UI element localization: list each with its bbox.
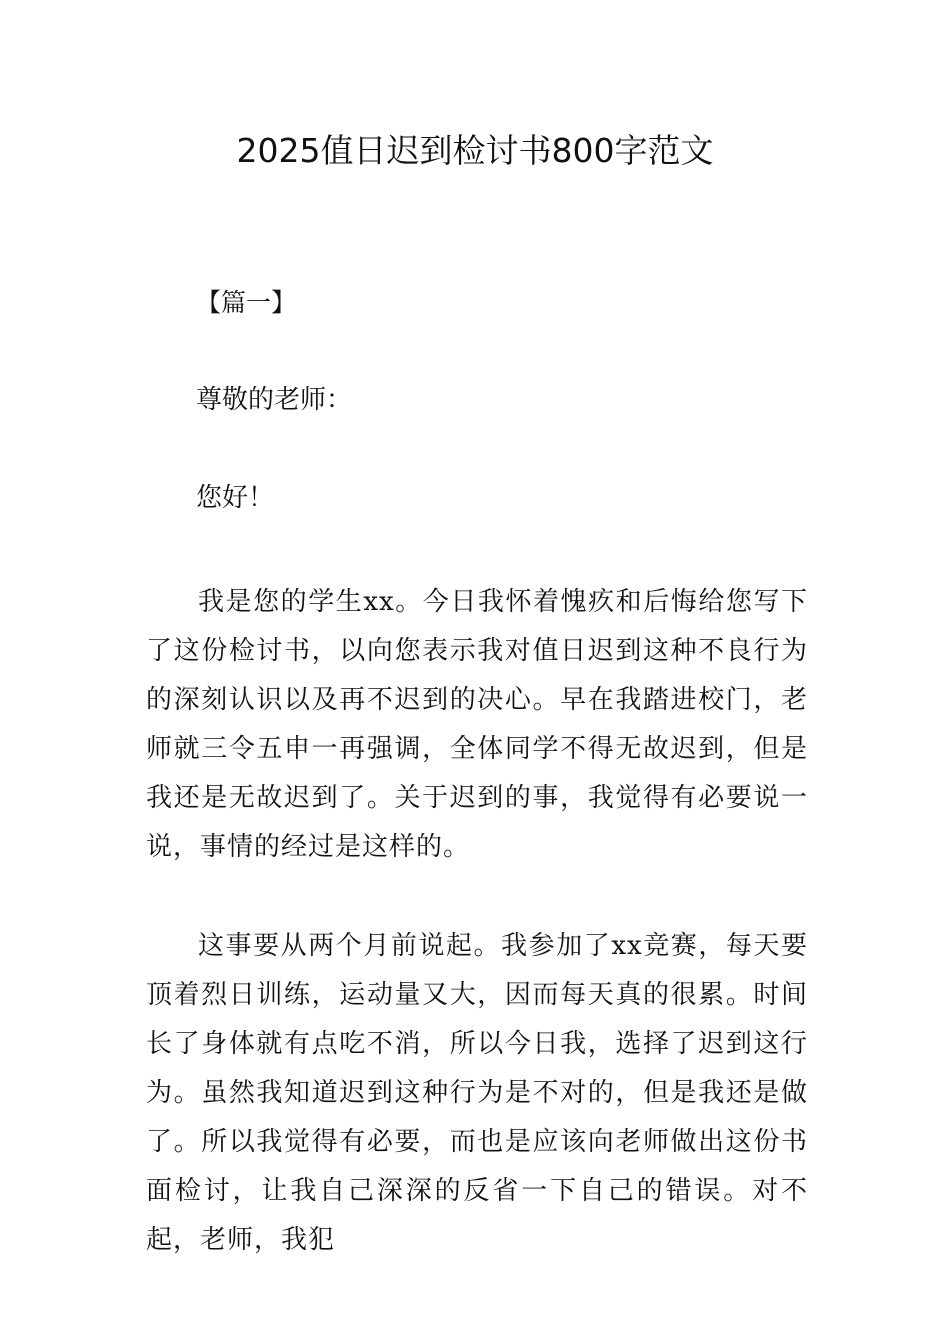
document-title: 2025值日迟到检讨书800字范文 xyxy=(236,131,714,170)
section-heading: 【篇一】 xyxy=(196,288,297,317)
greeting: 您好！ xyxy=(196,483,275,513)
body-paragraph: 我是您的学生xx。今日我怀着愧疚和后悔给您写下了这份检讨书，以向您表示我对值日迟到这种不良行为的深刻认识以及再不迟到的决心。早在我踏进校门，老师就三令五申一再强调，全体同学不得无故迟到，但是我还是无故迟到了。关于迟到的事，我觉得有必要说一说，事情的经过是这样的。 xyxy=(146,587,808,862)
salutation: 尊敬的老师： xyxy=(196,385,353,415)
body-paragraph: 这事要从两个月前说起。我参加了xx竞赛，每天要顶着烈日训练，运动量又大，因而每天真的很累。时间长了身体就有点吃不消，所以今日我，选择了迟到这行为。虽然我知道迟到这种行为是不对的，但是我还是做了。所以我觉得有必要，而也是应该向老师做出这份书面检讨，让我自己深深的反省一下自己的错误。对不起，老师，我犯 xyxy=(146,931,808,1255)
